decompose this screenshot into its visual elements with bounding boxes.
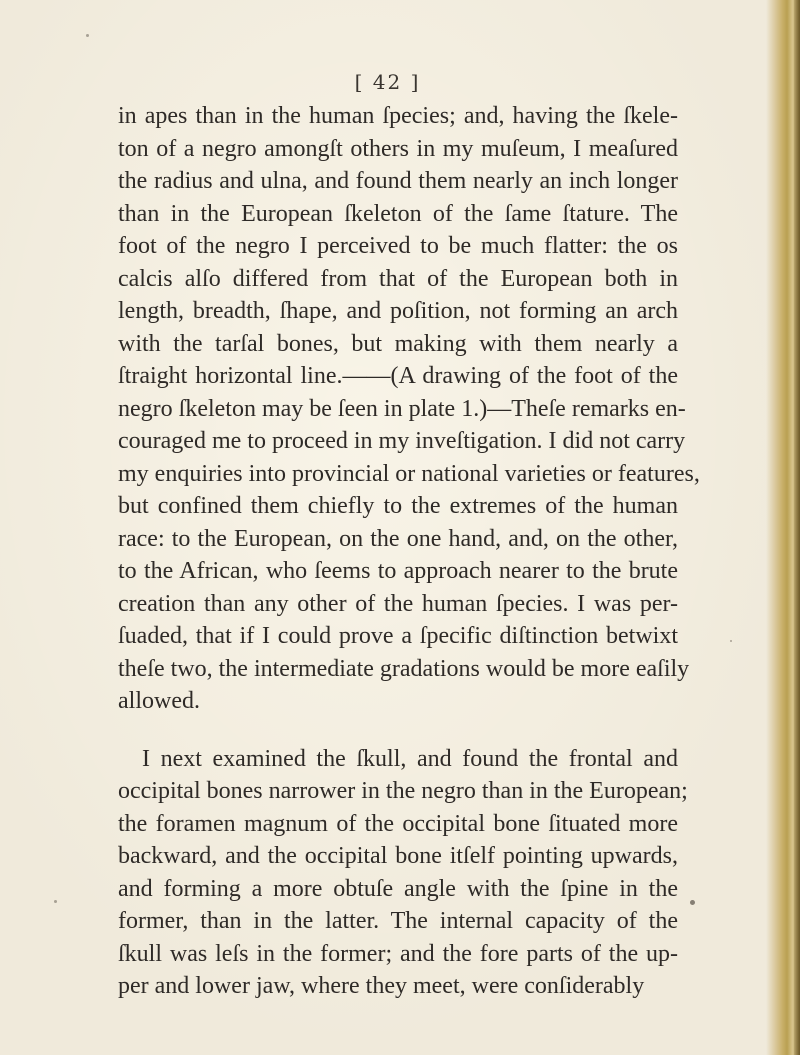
- text-line: the foramen magnum of the occipital bone ſituated more: [118, 810, 678, 837]
- text-line: but confined them chiefly to the extremes of the human: [118, 493, 678, 519]
- text-line: to the African, who ſeems to approach nearer to the brute: [118, 558, 678, 584]
- page-number: [ 42 ]: [354, 70, 421, 94]
- ink-speck: [730, 640, 732, 642]
- text-line: calcis alſo differed from that of the European both in: [118, 265, 678, 292]
- text-line: theſe two, the intermediate gradations would be more eaſily: [118, 655, 690, 682]
- text-line: than in the European ſkeleton of the ſame ſtature. The: [118, 200, 678, 227]
- text-line: my enquiries into provincial or national varieties or features,: [118, 460, 700, 487]
- text-line: foot of the negro I perceived to be much flatter: the os: [118, 233, 678, 259]
- text-line: ſuaded, that if I could prove a ſpecific diſtinction betwixt: [118, 623, 678, 649]
- text-line: race: to the European, on the one hand, and, on the other,: [118, 525, 678, 552]
- text-line: backward, and the occipital bone itſelf pointing upwards,: [118, 843, 678, 869]
- text-line: former, than in the latter. The internal capacity of the: [118, 908, 678, 934]
- text-line: length, breadth, ſhape, and poſition, not forming an arch: [118, 298, 678, 324]
- text-line: couraged me to proceed in my inveſtigation. I did not carry: [118, 428, 686, 454]
- text-line: allowed.: [118, 688, 200, 714]
- text-line: I next examined the ſkull, and found the frontal and: [142, 745, 678, 772]
- text-line: creation than any other of the human ſpecies. I was per-: [118, 590, 678, 617]
- ink-speck: [54, 900, 57, 903]
- text-line: per and lower jaw, where they meet, were conſiderably: [118, 973, 645, 999]
- text-line: and forming a more obtuſe angle with the ſpine in the: [118, 875, 678, 902]
- text-line: in apes than in the human ſpecies; and, having the ſkele-: [118, 103, 678, 129]
- text-line: the radius and ulna, and found them nearly an inch longer: [118, 168, 678, 194]
- paragraph-1: [118, 100, 700, 718]
- text-line: ſkull was leſs in the former; and the fore parts of the up-: [118, 940, 678, 967]
- paragraph-2: [118, 743, 688, 1003]
- text-line: ton of a negro amongſt others in my muſeum, I meaſured: [118, 135, 678, 162]
- text-line: with the tarſal bones, but making with them nearly a: [118, 330, 678, 357]
- body-text: [118, 100, 700, 1003]
- page-edge-shadow: [794, 0, 800, 1055]
- ink-speck: [86, 34, 89, 37]
- text-line: ſtraight horizontal line.——(A drawing of the foot of the: [118, 363, 678, 389]
- text-line: negro ſkeleton may be ſeen in plate 1.)—Theſe remarks en-: [118, 395, 686, 422]
- text-line: occipital bones narrower in the negro than in the European;: [118, 778, 688, 804]
- ink-speck: [690, 900, 695, 905]
